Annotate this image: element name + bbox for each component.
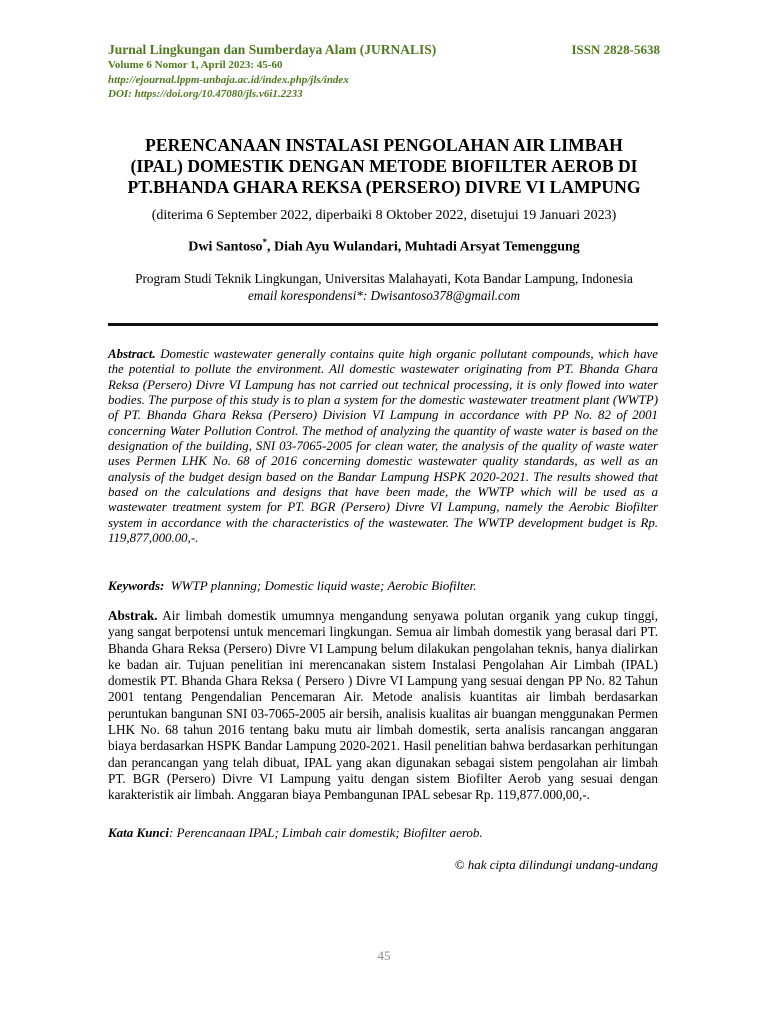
journal-name: Jurnal Lingkungan dan Sumberdaya Alam (JURNALIS) — [108, 42, 437, 57]
correspondence-email: email korespondensi*: Dwisantoso378@gmail.com — [247, 288, 521, 303]
corresponding-author: Dwi Santoso — [188, 239, 263, 255]
abstrak-text: Air limbah domestik umumnya mengandung senyawa polutan organik yang cukup tinggi, yang sangat berpotensi untuk mencemari lingkungan. Semua air limbah domestik yang berasal dari PT. Bhanda Ghara Reksa (Persero) Divre VI Lampung belum dilakukan pengolahan teknis, hanya dialirkan ke badan air. Tujuan penelitian ini merencanakan sistem Instalasi Pengolahan Air Limbah (IPAL) domestik PT. Bhanda Ghara Reksa ( Persero ) Divre VI Lampung yang sesuai dengan PP No. 82 Tahun 2001 tentang Pengendalian Pencemaran Air. Metode analisis kuantitas air limbah berdasarkan peruntukan bangunan SNI 03-7065-2005 air bersih, analisis kualitas air buangan menggunakan Permen LHK No. 68 tahun 2016 tentang baku mutu air limbah domestik, serta analisis rancangan anggaran biaya berdasarkan HSPK Bandar Lampung 2020-2021. Hasil penelitian bahwa berdasarkan perhitungan dan perancangan yang telah dibuat, IPAL yang akan digunakan sebagai sistem pengolahan air limbah PT. BGR (Persero) Divre VI Lampung yaitu dengan sistem Biofilter Aerob yang sesuai dengan karakteristik air limbah. Anggaran biaya Pembangunan IPAL sebesar Rp. 119,877.000,00,-. — [108, 608, 658, 803]
abstrak-label: Abstrak. — [108, 608, 158, 623]
author-list — [100, 237, 668, 256]
abstract-text: Domestic wastewater generally contains quite high organic pollutant compounds, which have the potential to pollute the environment. All domestic wastewater originating from PT. Bhanda Ghara Reksa (Persero) Divre VI Lampung has not carried out technical processing, it is only flowed into water bodies. The purpose of this study is to plan a system for the domestic wastewater treatment plant (WWTP) of PT. Bhanda Ghara Reksa (Persero) Division VI Lampung in accordance with PP No. 82 of 2001 concerning Water Pollution Control. The method of analyzing the quantity of waste water is based on the designation of the building, SNI 03-7065-2005 for clean water, the analysis of the quality of waste water uses Permen LHK No. 68 of 2016 concerning domestic wastewater quality standards, as well as an analysis of the budget design based on the Bandar Lampung HSPK 2020-2021. The results showed that based on the calculations and designs that have been made, the WWTP which will be used as a wastewater treatment system for PT. BGR (Persero) Divre VI Lampung, namely the Aerobic Biofilter system in accordance with the characteristics of the wastewater. The WWTP development budget is Rp. 119,877,000.00,-. — [108, 347, 658, 546]
affiliation-block — [100, 270, 668, 304]
title-line: PT.BHANDA GHARA REKSA (PERSERO) DIVRE VI LAMPUNG — [127, 177, 641, 197]
volume-info: Volume 6 Nomor 1, April 2023: 45-60 — [108, 59, 283, 71]
affiliation: Program Studi Teknik Lingkungan, Universitas Malahayati, Kota Bandar Lampung, Indonesia — [135, 271, 633, 286]
doi-link[interactable]: DOI: https://doi.org/10.47080/jls.v6i1.2233 — [108, 88, 303, 100]
kata-kunci-text: : Perencanaan IPAL; Limbah cair domestik; Biofilter aerob. — [169, 825, 483, 840]
corresponding-mark: * — [262, 237, 268, 247]
co-authors: , Diah Ayu Wulandari, Muhtadi Arsyat Temenggung — [267, 239, 580, 255]
abstract-indonesian — [108, 608, 658, 804]
keywords-label: Keywords: — [108, 578, 165, 593]
journal-header — [108, 42, 660, 102]
submission-dates: (diterima 6 September 2022, diperbaiki 8 Oktober 2022, disetujui 19 Januari 2023) — [151, 208, 617, 223]
keywords-english — [108, 578, 658, 594]
article-title — [100, 135, 668, 198]
kata-kunci-label: Kata Kunci — [108, 825, 170, 840]
section-divider — [108, 323, 658, 326]
journal-url-link[interactable]: http://ejournal.lppm-unbaja.ac.id/index.php/jls/index — [108, 73, 349, 86]
page-number: 45 — [377, 948, 391, 963]
keywords-indonesian — [108, 825, 658, 841]
keywords-text: WWTP planning; Domestic liquid waste; Aerobic Biofilter. — [170, 578, 477, 593]
abstract-english — [108, 347, 658, 546]
title-line: (IPAL) DOMESTIK DENGAN METODE BIOFILTER AEROB DI — [130, 156, 638, 176]
abstract-label: Abstract. — [108, 347, 156, 361]
copyright-notice: © hak cipta dilindungi undang-undang — [454, 857, 658, 872]
title-line: PERENCANAAN INSTALASI PENGOLAHAN AIR LIMBAH — [145, 135, 623, 155]
issn: ISSN 2828-5638 — [571, 42, 660, 57]
